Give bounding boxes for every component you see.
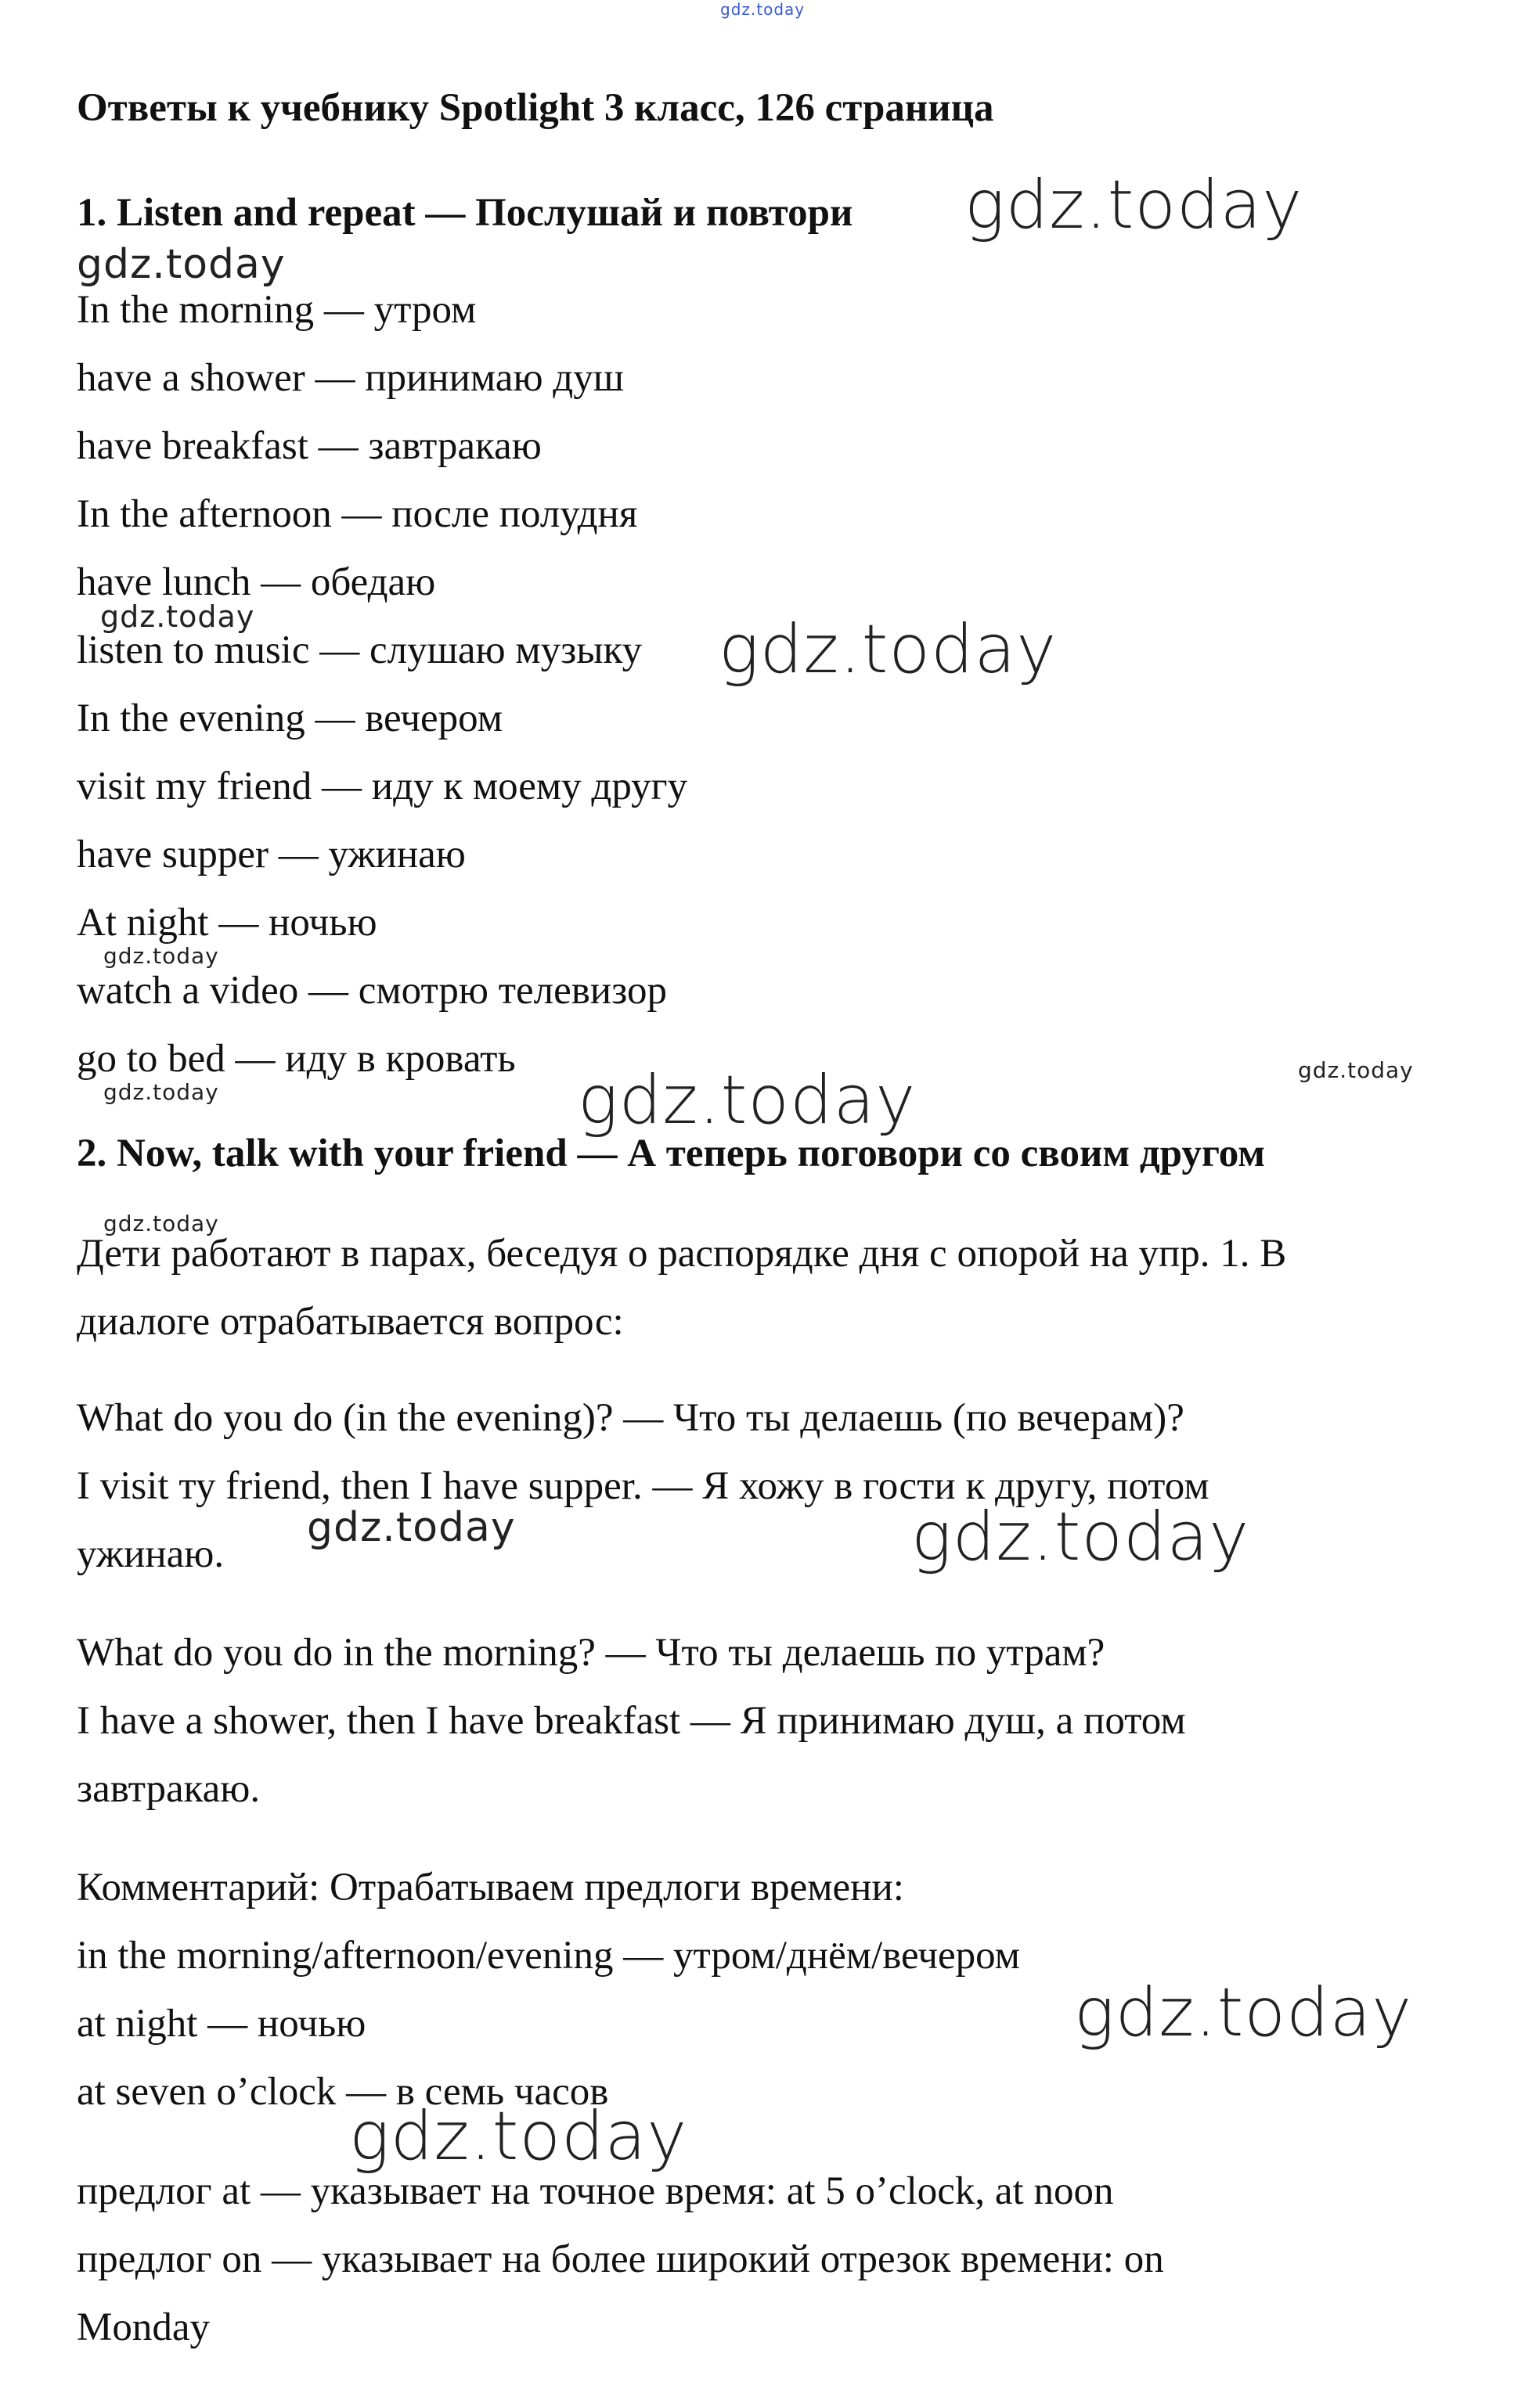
phrase-line: In the evening — вечером <box>77 696 503 740</box>
phrase-line: At night — ночью <box>77 901 377 945</box>
dialogue-line: I visit ту friend, then I have supper. — Я хожу в гости к другу, потом <box>77 1464 1209 1508</box>
dialogue-line: завтракаю. <box>77 1767 261 1811</box>
phrase-line: go to bed — иду в кровать <box>77 1037 516 1081</box>
section-1-heading: 1. Listen and repeat — Послушай и повтори <box>77 191 853 235</box>
comment-line: Комментарий: Отрабатываем предлоги времени: <box>77 1866 904 1909</box>
intro-line: диалоге отрабатывается вопрос: <box>77 1300 624 1344</box>
section-2-heading: 2. Now, talk with your friend — А теперь поговори со своим другом <box>77 1132 1265 1175</box>
preposition-line: предлог at — указывает на точное время: at 5 o’clock, at noon <box>77 2169 1114 2213</box>
comment-line: at night — ночью <box>77 2002 366 2046</box>
dialogue-line: What do you do in the morning? — Что ты делаешь по утрам? <box>77 1631 1105 1675</box>
watermark-text: gdz.today <box>578 1061 917 1139</box>
phrase-line: have breakfast — завтракаю <box>77 424 542 468</box>
phrase-line: In the afternoon — после полудня <box>77 492 638 536</box>
phrase-line: visit my friend — иду к моему другу <box>77 765 688 808</box>
dialogue-line: I have a shower, then I have breakfast — Я принимаю душ, а потом <box>77 1699 1186 1743</box>
watermark-text: gdz.today <box>307 1504 516 1551</box>
preposition-line: Monday <box>77 2305 210 2349</box>
watermark-text: gdz.today <box>1074 1974 1413 2052</box>
watermark-text: gdz.today <box>911 1498 1250 1576</box>
watermark-text: gdz.today <box>720 0 806 19</box>
dialogue-line: What do you do (in the evening)? — Что ты делаешь (по вечерам)? <box>77 1396 1184 1440</box>
phrase-line: have a shower — принимаю душ <box>77 356 625 400</box>
watermark-text: gdz.today <box>1298 1057 1414 1083</box>
phrase-line: watch a video — смотрю телевизор <box>77 969 667 1013</box>
phrase-line: In the morning — утром <box>77 288 477 332</box>
phrase-line: listen to music — слушаю музыку <box>77 628 643 672</box>
page-title: Ответы к учебнику Spotlight 3 класс, 126 страница <box>77 86 994 130</box>
watermark-text: gdz.today <box>103 1211 219 1236</box>
phrase-line: have supper — ужинаю <box>77 833 466 876</box>
watermark-text: gdz.today <box>100 599 255 634</box>
watermark-text: gdz.today <box>719 610 1058 689</box>
dialogue-line: ужинаю. <box>77 1532 225 1576</box>
watermark-text: gdz.today <box>103 943 219 969</box>
watermark-text: gdz.today <box>77 241 286 288</box>
watermark-text: gdz.today <box>964 166 1303 244</box>
preposition-line: предлог on — указывает на более широкий отрезок времени: on <box>77 2237 1164 2281</box>
watermark-text: gdz.today <box>349 2097 688 2176</box>
watermark-text: gdz.today <box>103 1079 219 1105</box>
phrase-line: have lunch — обедаю <box>77 560 436 604</box>
comment-line: in the morning/afternoon/evening — утром/днём/вечером <box>77 1934 1020 1978</box>
intro-line: Дети работают в парах, беседуя о распорядке дня с опорой на упр. 1. В <box>77 1232 1287 1276</box>
comment-line: at seven o’clock — в семь часов <box>77 2070 609 2114</box>
